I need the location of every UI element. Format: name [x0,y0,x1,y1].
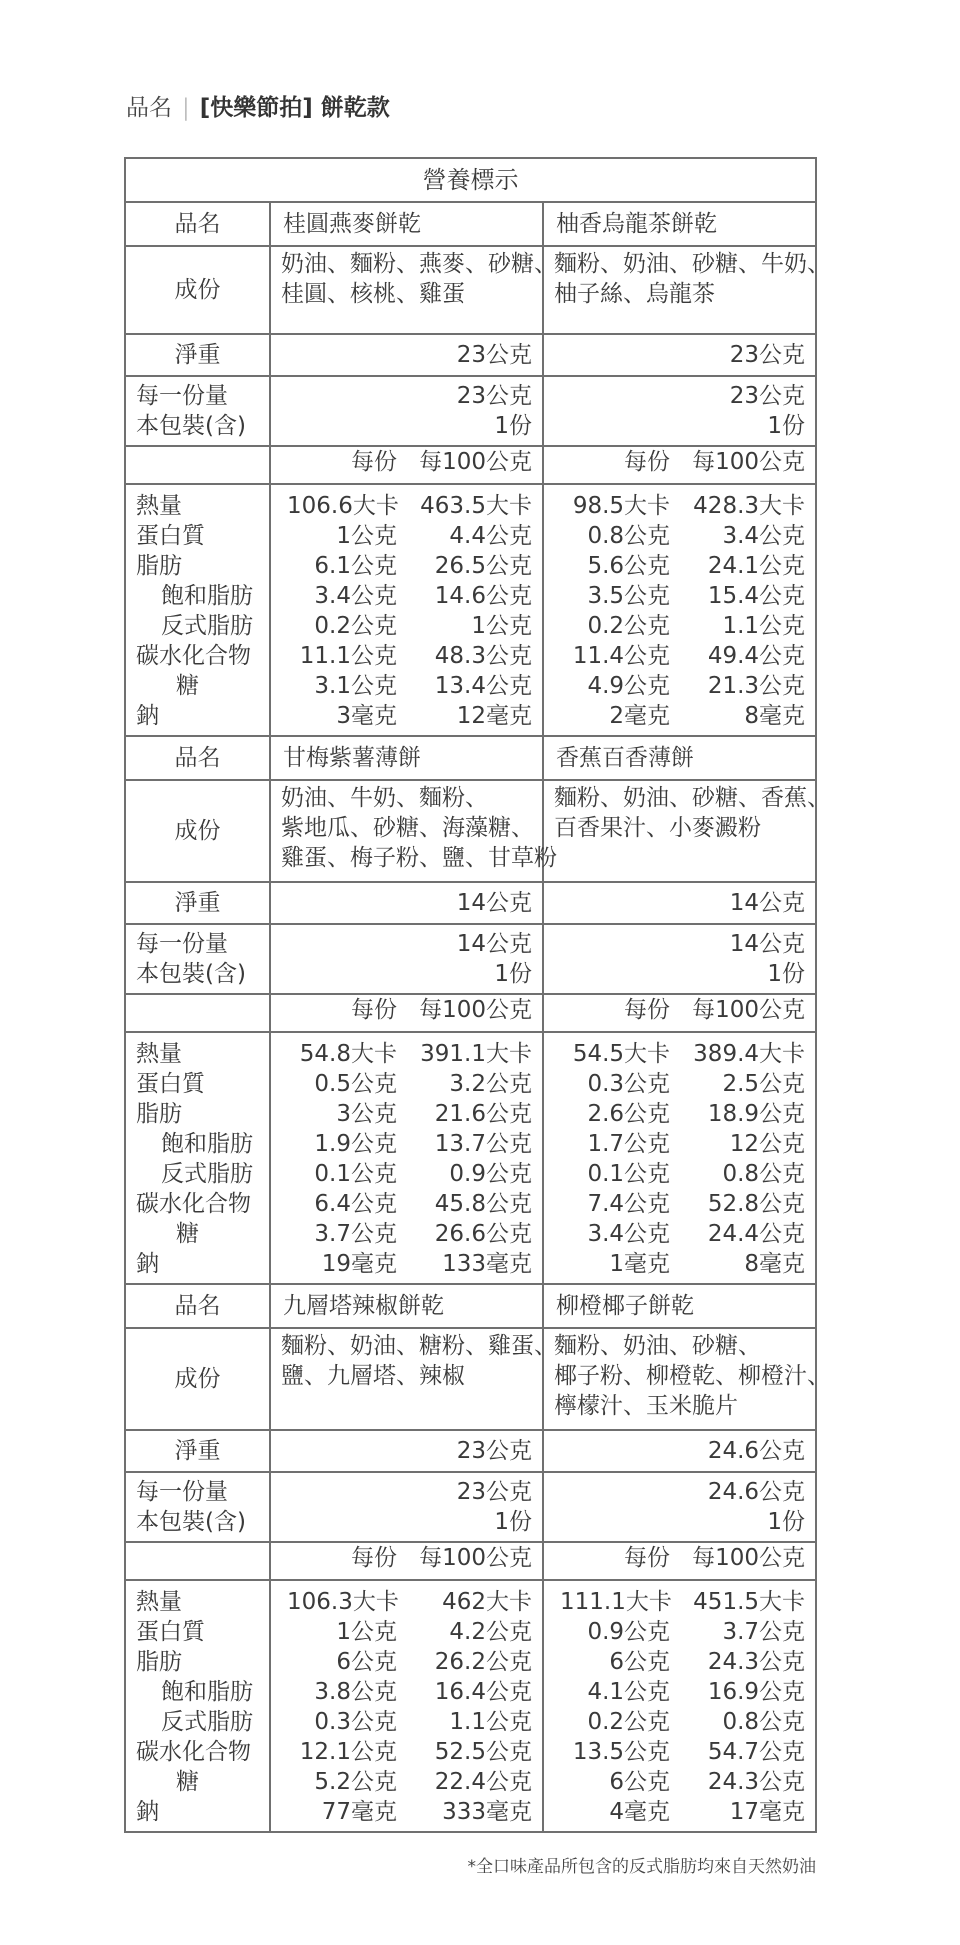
per-100g-value: 21.3公克 [707,673,806,699]
per-100g-value: 133毫克 [442,1251,532,1277]
serving-size-value: 14公克 [729,931,806,957]
per-100g-value: 12毫克 [456,703,532,729]
per-100g-value: 15.4公克 [707,583,806,609]
column-header [270,1542,543,1580]
per-100g-header: 每100公克 [419,1545,532,1571]
nutrient-values [270,1580,543,1832]
per-serving-value: 3.5公克 [587,583,671,609]
serving-values [270,1472,543,1542]
per-100g-value: 49.4公克 [707,643,806,669]
per-100g-value: 14.6公克 [434,583,532,609]
column-header [270,446,543,484]
nutrient-value-row [271,1617,532,1647]
heading-label: 品名 [126,95,172,121]
nutrient-value-row [544,1069,805,1099]
per-serving-value: 5.6公克 [587,553,671,579]
nutrient-value-row [544,1039,805,1069]
ingredients-line: 柚子絲、烏龍茶 [554,281,715,307]
nutrients-row [125,1580,816,1832]
per-100g-value: 333毫克 [442,1799,532,1825]
serving-size-value: 24.6公克 [707,1479,806,1505]
net-weight-value: 24.6公克 [543,1430,816,1472]
per-serving-value: 3.7公克 [314,1221,397,1247]
ingredients-line: 鹽、九層塔、辣椒 [281,1363,465,1389]
ingredients-line: 百香果汁、小麥澱粉 [554,815,761,841]
nutrient-value-row [544,1189,805,1219]
nutrient-value-row [544,551,805,581]
name-label: 品名 [125,736,270,780]
nutrient-name: 反式脂肪 [161,1709,253,1735]
per-serving-header: 每份 [624,997,671,1023]
per-serving-header: 每份 [624,449,671,475]
nutrient-value-row [271,1647,532,1677]
per-serving-value: 6.1公克 [314,553,397,579]
per-serving-value: 2毫克 [609,703,671,729]
nutrient-value-row [271,1189,532,1219]
per-serving-value: 3.8公克 [314,1679,397,1705]
ingredients-cell [270,246,557,334]
nutrient-value-row [544,1707,805,1737]
nutrient-name: 碳水化合物 [136,1739,251,1765]
serving-row [125,1472,816,1542]
nutrient-value-row [271,611,532,641]
nutrient-name: 鈉 [136,1799,159,1825]
serving-labels [125,376,270,446]
nutrient-value-row [271,1707,532,1737]
ingredients-line: 檸檬汁、玉米脆片 [554,1393,738,1419]
per-serving-value: 0.5公克 [314,1071,397,1097]
per-100g-value: 24.4公克 [707,1221,806,1247]
per-serving-value: 1公克 [336,1619,397,1645]
nutrient-value-row [544,611,805,641]
per-100g-value: 24.1公克 [707,553,806,579]
per-100g-value: 389.4大卡 [693,1041,806,1067]
nutrient-value-row [544,671,805,701]
per-100g-header: 每100公克 [692,997,806,1023]
per-100g-value: 24.3公克 [707,1769,806,1795]
per-serving-value: 54.8大卡 [299,1041,397,1067]
per-serving-value: 0.2公克 [587,613,671,639]
nutrient-value-row [271,1219,532,1249]
nutrient-value-row [544,1737,805,1767]
nutrients-row [125,1032,816,1284]
per-100g-value: 18.9公克 [707,1101,806,1127]
per-serving-value: 0.1公克 [587,1161,671,1187]
per-100g-value: 0.8公克 [722,1161,806,1187]
nutrient-value-row [271,701,532,731]
serving-size-value: 23公克 [729,383,806,409]
per-100g-value: 48.3公克 [434,643,532,669]
per-serving-value: 11.1公克 [299,643,397,669]
nutrient-value-row [544,581,805,611]
per-serving-value: 6.4公克 [314,1191,397,1217]
nutrient-values [543,1580,816,1832]
serving-values [543,1472,816,1542]
nutrient-value-row [271,491,532,521]
nutrient-name: 脂肪 [136,1649,182,1675]
per-100g-value: 428.3大卡 [693,493,806,519]
name-row [125,1284,816,1328]
per-100g-value: 16.9公克 [707,1679,806,1705]
per-serving-value: 3公克 [336,1101,397,1127]
per-serving-value: 11.4公克 [572,643,671,669]
nutrient-names [125,1032,270,1284]
nutrient-names [125,484,270,736]
ingredients-label: 成份 [125,246,270,334]
per-100g-value: 17毫克 [729,1799,806,1825]
per-100g-value: 391.1大卡 [420,1041,532,1067]
serving-values [543,924,816,994]
servings-label: 本包裝(含) [136,961,246,987]
nutrient-name: 飽和脂肪 [161,1131,253,1157]
serving-values [270,924,543,994]
per-serving-value: 54.5大卡 [572,1041,671,1067]
column-header-row [125,1542,816,1580]
per-100g-value: 12公克 [729,1131,806,1157]
nutrient-names [125,1580,270,1832]
per-100g-value: 462大卡 [442,1589,532,1615]
nutrient-values [270,1032,543,1284]
column-header-row [125,446,816,484]
nutrient-value-row [544,521,805,551]
nutrient-name: 蛋白質 [136,1619,205,1645]
nutrient-value-row [544,1677,805,1707]
nutrient-value-row [271,641,532,671]
per-100g-value: 1公克 [471,613,532,639]
net-weight-label: 淨重 [125,1430,270,1472]
heading-product-name: [快樂節拍] 餅乾款 [199,95,390,121]
per-serving-value: 1公克 [336,523,397,549]
per-100g-value: 13.7公克 [434,1131,532,1157]
heading-separator: | [182,95,190,121]
servings-value: 1份 [767,961,806,987]
nutrition-table [124,157,830,1833]
per-serving-value: 4.9公克 [587,673,671,699]
nutrient-name: 熱量 [136,1589,182,1615]
per-serving-value: 0.1公克 [314,1161,397,1187]
nutrient-value-row [271,1159,532,1189]
nutrient-name: 反式脂肪 [161,1161,253,1187]
product-name: 柚香烏龍茶餅乾 [543,202,816,246]
serving-values [270,376,543,446]
column-header-row [125,994,816,1032]
table-title: 營養標示 [125,158,816,202]
nutrient-value-row [544,1647,805,1677]
nutrient-name: 糖 [176,1769,199,1795]
column-header [543,1542,816,1580]
per-100g-value: 26.2公克 [434,1649,532,1675]
ingredients-line: 桂圓、核桃、雞蛋 [281,281,465,307]
per-serving-value: 19毫克 [321,1251,397,1277]
ingredients-line: 麵粉、奶油、砂糖、香蕉、 [554,785,830,811]
nutrient-values [270,484,543,736]
per-serving-value: 106.6大卡 [287,493,399,519]
empty-cell [125,446,270,484]
servings-value: 1份 [767,413,806,439]
net-weight-value: 14公克 [543,882,816,924]
ingredients-line: 椰子粉、柳橙乾、柳橙汁、 [554,1363,830,1389]
serving-size-label: 每一份量 [136,931,228,957]
empty-cell [125,994,270,1032]
per-100g-value: 463.5大卡 [420,493,532,519]
ingredients-line: 紫地瓜、砂糖、海藻糖、 [281,815,534,841]
per-serving-value: 5.2公克 [314,1769,397,1795]
nutrient-name: 糖 [176,673,199,699]
per-serving-value: 1.9公克 [314,1131,397,1157]
name-row [125,202,816,246]
serving-values [543,376,816,446]
per-serving-header: 每份 [624,1545,671,1571]
nutrient-values [543,484,816,736]
nutrient-value-row [271,1129,532,1159]
per-serving-value: 1毫克 [609,1251,671,1277]
servings-value: 1份 [767,1509,806,1535]
net-weight-row [125,334,816,376]
name-label: 品名 [125,202,270,246]
serving-size-value: 14公克 [456,931,532,957]
per-serving-value: 0.3公克 [587,1071,671,1097]
net-weight-value: 23公克 [270,334,543,376]
nutrient-name: 飽和脂肪 [161,583,253,609]
column-header [270,994,543,1032]
nutrient-name: 鈉 [136,1251,159,1277]
per-serving-header: 每份 [351,1545,397,1571]
per-100g-value: 52.8公克 [707,1191,806,1217]
nutrient-value-row [544,1099,805,1129]
nutrient-value-row [271,1767,532,1797]
per-100g-value: 24.3公克 [707,1649,806,1675]
per-serving-value: 6公克 [609,1649,671,1675]
nutrient-value-row [544,701,805,731]
nutrient-name: 鈉 [136,703,159,729]
ingredients-cell [543,780,830,882]
per-100g-header: 每100公克 [692,1545,806,1571]
per-serving-value: 13.5公克 [572,1739,671,1765]
per-serving-header: 每份 [351,997,397,1023]
nutrient-value-row [544,1617,805,1647]
nutrient-value-row [271,1797,532,1827]
per-serving-value: 0.8公克 [587,523,671,549]
nutrient-value-row [544,1129,805,1159]
ingredients-cell [543,1328,830,1430]
name-label: 品名 [125,1284,270,1328]
empty-cell [125,1542,270,1580]
name-row [125,736,816,780]
nutrient-value-row [544,1587,805,1617]
column-header [543,446,816,484]
nutrient-value-row [271,1249,532,1279]
servings-value: 1份 [494,961,532,987]
serving-size-label: 每一份量 [136,383,228,409]
serving-size-value: 23公克 [456,383,532,409]
nutrient-name: 飽和脂肪 [161,1679,253,1705]
per-100g-value: 22.4公克 [434,1769,532,1795]
nutrient-value-row [544,1249,805,1279]
nutrient-name: 糖 [176,1221,199,1247]
per-100g-value: 8毫克 [744,1251,806,1277]
nutrients-row [125,484,816,736]
serving-row [125,924,816,994]
per-100g-value: 1.1公克 [449,1709,532,1735]
nutrient-name: 碳水化合物 [136,643,251,669]
per-100g-value: 21.6公克 [434,1101,532,1127]
serving-labels [125,1472,270,1542]
per-serving-value: 4毫克 [609,1799,671,1825]
ingredients-label: 成份 [125,780,270,882]
serving-labels [125,924,270,994]
per-serving-value: 2.6公克 [587,1101,671,1127]
ingredients-line: 奶油、牛奶、麵粉、 [281,785,488,811]
ingredients-line: 雞蛋、梅子粉、鹽、甘草粉 [281,845,557,871]
servings-label: 本包裝(含) [136,1509,246,1535]
ingredients-cell [270,780,557,882]
nutrient-value-row [544,1219,805,1249]
per-serving-value: 4.1公克 [587,1679,671,1705]
per-100g-value: 1.1公克 [722,613,806,639]
per-100g-header: 每100公克 [419,449,532,475]
nutrient-name: 反式脂肪 [161,613,253,639]
per-serving-value: 77毫克 [321,1799,397,1825]
per-100g-value: 52.5公克 [434,1739,532,1765]
net-weight-label: 淨重 [125,882,270,924]
nutrient-value-row [271,521,532,551]
nutrient-value-row [271,581,532,611]
per-100g-value: 16.4公克 [434,1679,532,1705]
product-heading [126,92,390,124]
per-100g-value: 54.7公克 [707,1739,806,1765]
per-serving-value: 1.7公克 [587,1131,671,1157]
per-100g-value: 451.5大卡 [693,1589,806,1615]
per-serving-value: 12.1公克 [299,1739,397,1765]
per-100g-value: 0.8公克 [722,1709,806,1735]
per-serving-value: 111.1大卡 [560,1589,672,1615]
nutrient-name: 脂肪 [136,1101,182,1127]
product-name: 甘梅紫薯薄餅 [270,736,543,780]
product-name: 柳橙椰子餅乾 [543,1284,816,1328]
nutrient-value-row [271,1737,532,1767]
serving-size-value: 23公克 [456,1479,532,1505]
ingredients-cell [270,1328,557,1430]
servings-value: 1份 [494,1509,532,1535]
per-100g-value: 0.9公克 [449,1161,532,1187]
per-serving-value: 7.4公克 [587,1191,671,1217]
column-header [543,994,816,1032]
nutrient-value-row [544,641,805,671]
net-weight-row [125,1430,816,1472]
net-weight-value: 23公克 [543,334,816,376]
per-serving-value: 0.2公克 [314,613,397,639]
per-serving-value: 3.1公克 [314,673,397,699]
ingredients-line: 麵粉、奶油、糖粉、雞蛋、 [281,1333,557,1359]
per-100g-value: 8毫克 [744,703,806,729]
nutrient-value-row [271,1039,532,1069]
nutrient-value-row [544,1159,805,1189]
per-serving-value: 3.4公克 [587,1221,671,1247]
per-serving-value: 3.4公克 [314,583,397,609]
ingredients-line: 麵粉、奶油、砂糖、牛奶、 [554,251,830,277]
ingredients-row [125,780,816,882]
net-weight-value: 14公克 [270,882,543,924]
per-100g-value: 45.8公克 [434,1191,532,1217]
per-100g-value: 2.5公克 [722,1071,806,1097]
nutrient-values [543,1032,816,1284]
nutrient-name: 脂肪 [136,553,182,579]
servings-label: 本包裝(含) [136,413,246,439]
per-serving-value: 106.3大卡 [287,1589,399,1615]
product-name: 九層塔辣椒餅乾 [270,1284,543,1328]
per-100g-value: 3.4公克 [722,523,806,549]
nutrient-value-row [271,1099,532,1129]
ingredients-row [125,246,816,334]
per-serving-value: 98.5大卡 [572,493,671,519]
per-100g-value: 26.6公克 [434,1221,532,1247]
nutrient-name: 碳水化合物 [136,1191,251,1217]
per-serving-value: 6公克 [336,1649,397,1675]
per-100g-header: 每100公克 [419,997,532,1023]
net-weight-label: 淨重 [125,334,270,376]
nutrient-value-row [271,1677,532,1707]
net-weight-row [125,882,816,924]
per-100g-header: 每100公克 [692,449,806,475]
serving-row [125,376,816,446]
nutrient-name: 熱量 [136,493,182,519]
nutrient-value-row [544,1767,805,1797]
nutrient-name: 蛋白質 [136,523,205,549]
per-100g-value: 3.7公克 [722,1619,806,1645]
per-100g-value: 26.5公克 [434,553,532,579]
per-serving-value: 0.2公克 [587,1709,671,1735]
nutrient-value-row [544,491,805,521]
nutrient-value-row [271,1587,532,1617]
per-serving-value: 3毫克 [336,703,397,729]
per-serving-value: 0.9公克 [587,1619,671,1645]
serving-size-label: 每一份量 [136,1479,228,1505]
nutrient-name: 熱量 [136,1041,182,1067]
ingredients-row [125,1328,816,1430]
nutrient-value-row [271,551,532,581]
ingredients-cell [543,246,830,334]
nutrient-name: 蛋白質 [136,1071,205,1097]
net-weight-value: 23公克 [270,1430,543,1472]
product-name: 桂圓燕麥餅乾 [270,202,543,246]
per-serving-value: 6公克 [609,1769,671,1795]
nutrient-value-row [544,1797,805,1827]
nutrient-value-row [271,671,532,701]
per-serving-header: 每份 [351,449,397,475]
ingredients-line: 奶油、麵粉、燕麥、砂糖、 [281,251,557,277]
per-serving-value: 0.3公克 [314,1709,397,1735]
per-100g-value: 3.2公克 [449,1071,532,1097]
footnote: *全口味產品所包含的反式脂肪均來自天然奶油 [467,1857,816,1877]
per-100g-value: 4.4公克 [449,523,532,549]
per-100g-value: 13.4公克 [434,673,532,699]
servings-value: 1份 [494,413,532,439]
per-100g-value: 4.2公克 [449,1619,532,1645]
nutrient-value-row [271,1069,532,1099]
ingredients-label: 成份 [125,1328,270,1430]
product-name: 香蕉百香薄餅 [543,736,816,780]
ingredients-line: 麵粉、奶油、砂糖、 [554,1333,761,1359]
